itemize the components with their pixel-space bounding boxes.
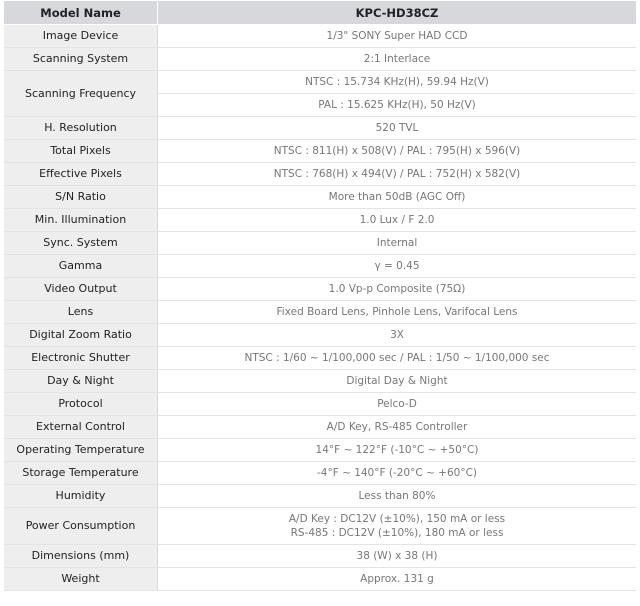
table-row xyxy=(4,301,636,324)
table-row xyxy=(4,462,636,485)
row-value: 1.0 Lux / F 2.0 xyxy=(158,209,636,232)
row-label: Lens xyxy=(4,301,158,324)
row-value: -4°F ~ 140°F (-20°C ~ +60°C) xyxy=(158,462,636,485)
table-row xyxy=(4,25,636,48)
table-row xyxy=(4,48,636,71)
row-value: 1/3" SONY Super HAD CCD xyxy=(158,25,636,48)
row-label: Weight xyxy=(4,568,158,591)
row-value-multiline xyxy=(158,508,636,545)
row-value: NTSC : 1/60 ~ 1/100,000 sec / PAL : 1/50 ~ 1/100,000 sec xyxy=(158,347,636,370)
table-row xyxy=(4,278,636,301)
row-label: Protocol xyxy=(4,393,158,416)
table-row xyxy=(4,568,636,591)
table-row xyxy=(4,163,636,186)
row-value: γ = 0.45 xyxy=(158,255,636,278)
table-row xyxy=(4,416,636,439)
spec-table xyxy=(4,1,636,591)
row-value: Less than 80% xyxy=(158,485,636,508)
row-value: More than 50dB (AGC Off) xyxy=(158,186,636,209)
row-label: Electronic Shutter xyxy=(4,347,158,370)
row-value: 38 (W) x 38 (H) xyxy=(158,545,636,568)
row-label: Total Pixels xyxy=(4,140,158,163)
row-value-ntsc: NTSC : 15.734 KHz(H), 59.94 Hz(V) xyxy=(158,71,636,94)
table-row xyxy=(4,209,636,232)
row-label: S/N Ratio xyxy=(4,186,158,209)
spec-table-container xyxy=(4,1,636,591)
table-row xyxy=(4,485,636,508)
row-value: 2:1 Interlace xyxy=(158,48,636,71)
row-value: Approx. 131 g xyxy=(158,568,636,591)
power-line-ad-key: A/D Key : DC12V (±10%), 150 mA or less xyxy=(288,513,506,525)
table-row xyxy=(4,545,636,568)
row-value: Fixed Board Lens, Pinhole Lens, Varifocal Lens xyxy=(158,301,636,324)
table-row xyxy=(4,324,636,347)
row-label: Min. Illumination xyxy=(4,209,158,232)
row-label: Scanning System xyxy=(4,48,158,71)
row-value: NTSC : 811(H) x 508(V) / PAL : 795(H) x 596(V) xyxy=(158,140,636,163)
power-line-rs485: RS-485 : DC12V (±10%), 180 mA or less xyxy=(290,527,504,539)
table-row xyxy=(4,117,636,140)
row-label: Dimensions (mm) xyxy=(4,545,158,568)
table-row xyxy=(4,439,636,462)
row-label: Storage Temperature xyxy=(4,462,158,485)
header-model-number: KPC-HD38CZ xyxy=(158,1,636,25)
row-value: NTSC : 768(H) x 494(V) / PAL : 752(H) x 582(V) xyxy=(158,163,636,186)
row-value: 1.0 Vp-p Composite (75Ω) xyxy=(158,278,636,301)
row-value: Internal xyxy=(158,232,636,255)
row-value: A/D Key, RS-485 Controller xyxy=(158,416,636,439)
row-label: Sync. System xyxy=(4,232,158,255)
row-value: 14°F ~ 122°F (-10°C ~ +50°C) xyxy=(158,439,636,462)
row-label: Gamma xyxy=(4,255,158,278)
table-row xyxy=(4,71,636,94)
row-value-pal: PAL : 15.625 KHz(H), 50 Hz(V) xyxy=(158,94,636,117)
table-row xyxy=(4,232,636,255)
table-row xyxy=(4,140,636,163)
row-label: Digital Zoom Ratio xyxy=(4,324,158,347)
row-value: 3X xyxy=(158,324,636,347)
row-label: Power Consumption xyxy=(4,508,158,545)
table-header-row xyxy=(4,1,636,25)
table-row xyxy=(4,255,636,278)
header-model-name-label: Model Name xyxy=(4,1,158,25)
row-value: Pelco-D xyxy=(158,393,636,416)
row-label: H. Resolution xyxy=(4,117,158,140)
table-row xyxy=(4,347,636,370)
row-label: Image Device xyxy=(4,25,158,48)
row-label: Day & Night xyxy=(4,370,158,393)
row-label: Operating Temperature xyxy=(4,439,158,462)
table-row xyxy=(4,186,636,209)
table-row xyxy=(4,370,636,393)
row-label: Humidity xyxy=(4,485,158,508)
table-row xyxy=(4,393,636,416)
table-row xyxy=(4,508,636,545)
row-label: Effective Pixels xyxy=(4,163,158,186)
row-value: 520 TVL xyxy=(158,117,636,140)
row-label: Video Output xyxy=(4,278,158,301)
row-label: Scanning Frequency xyxy=(4,71,158,117)
row-label: External Control xyxy=(4,416,158,439)
row-value: Digital Day & Night xyxy=(158,370,636,393)
